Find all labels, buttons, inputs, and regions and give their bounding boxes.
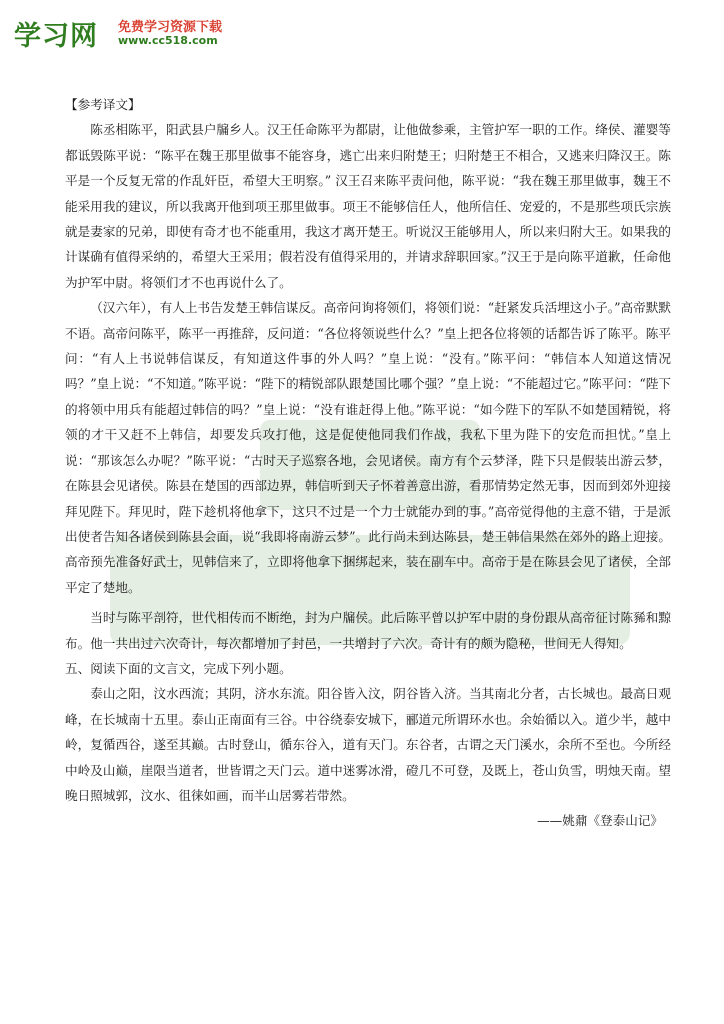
translation-paragraph: 陈丞相陈平，阳武县户牖乡人。汉王任命陈平为都尉，让他做参乘，主管护军一职的工作。绛侯、灌婴等都诋毁陈平说：“陈平在魏王那里做事不能容身，逃亡出来归附楚王；归附楚王不相合，又逃来归降汉王。陈平是一个反复无常的作乱奸臣，希望大王明察。” 汉王召来陈平责问他，陈平说：“我在魏王那里做事，魏王不能采用我的建议，所以我离开他到项王那里做事。项王不能够信任人，他所信任、宠爱的，不是那些项氏宗族就是妻家的兄弟，即使有奇才也不能重用，我这才离开楚王。听说汉王能够用人，所以来归附大王。如果我的计谋确有值得采纳的，希望大王采用；假若没有值得采用的，并请求辞职回家。”汉王于是向陈平道歉，任命他为护军中尉。将领们才不也再说什么了。 bbox=[65, 122, 671, 290]
site-url[interactable]: www.cc518.com bbox=[118, 34, 218, 47]
passage-source: ——姚鼐《登泰山记》 bbox=[537, 813, 663, 829]
site-logo[interactable]: 学习网 bbox=[14, 21, 98, 52]
translation-heading: 【参考译文】 bbox=[65, 97, 141, 112]
site-slogan: 免费学习资源下载 bbox=[118, 20, 223, 35]
document-body bbox=[65, 92, 671, 834]
site-header bbox=[14, 14, 314, 54]
translation-paragraph: 当时与陈平剖符，世代相传而不断绝，封为户牖侯。此后陈平曾以护军中尉的身份跟从高帝征讨陈豨和黥布。他一共出过六次奇计，每次都增加了封邑，一共增封了六次。奇计有的颇为隐秘，世间无人得知。 bbox=[65, 610, 671, 651]
classical-passage: 泰山之阳，汶水西流；其阴，济水东流。阳谷皆入汶，阴谷皆入济。当其南北分者，古长城也。最高日观峰，在长城南十五里。泰山正南面有三谷。中谷绕泰安城下，郦道元所谓环水也。余始循以入。道少半，越中岭，复循西谷，遂至其巅。古时登山，循东谷入，道有天门。东谷者，古谓之天门溪水，余所不至也。今所经中岭及山巅，崖限当道者，世皆谓之天门云。道中迷雾冰滑，磴几不可登，及既上，苍山负雪，明烛天南。望晚日照城郭，汶水、徂徕如画，而半山居雾若带然。 bbox=[65, 686, 671, 803]
section-prompt: 五、阅读下面的文言文，完成下列小题。 bbox=[65, 660, 292, 676]
translation-paragraph: （汉六年），有人上书告发楚王韩信谋反。高帝问询将领们，将领们说：“赶紧发兵活埋这小子。”高帝默默不语。高帝问陈平，陈平一再推辞，反问道：“各位将领说些什么？”皇上把各位将领的话都告诉了陈平。陈平问：“有人上书说韩信谋反，有知道这件事的外人吗？”皇上说：“没有。”陈平问：“韩信本人知道这情况吗？”皇上说：“不知道。”陈平说：“陛下的精锐部队跟楚国比哪个强？”皇上说：“不能超过它。”陈平问：“陛下的将领中用兵有能超过韩信的吗？”皇上说：“没有谁赶得上他。”陈平说：“如今陛下的军队不如楚国精锐，将领的才干又赶不上韩信，却要发兵攻打他，这是促使他同我们作战，我私下里为陛下的安危而担忧。”皇上说：“那该怎么办呢？”陈平说：“古时天子巡察各地，会见诸侯。南方有个云梦泽，陛下只是假装出游云梦，在陈县会见诸侯。陈县在楚国的西部边界，韩信听到天子怀着善意出游，看那情势定然无事，因而到郊外迎接拜见陛下。拜见时，陛下趁机将他拿下，这只不过是一个力士就能办到的事。”高帝觉得他的主意不错，于是派出使者告知各诸侯到陈县会面，说“我即将南游云梦”。此行尚未到达陈县，楚王韩信果然在郊外的路上迎接。高帝预先准备好武士，见韩信来了，立即将他拿下捆绑起来，装在副车中。高帝于是在陈县会见了诸侯，全部平定了楚地。 bbox=[65, 300, 671, 595]
